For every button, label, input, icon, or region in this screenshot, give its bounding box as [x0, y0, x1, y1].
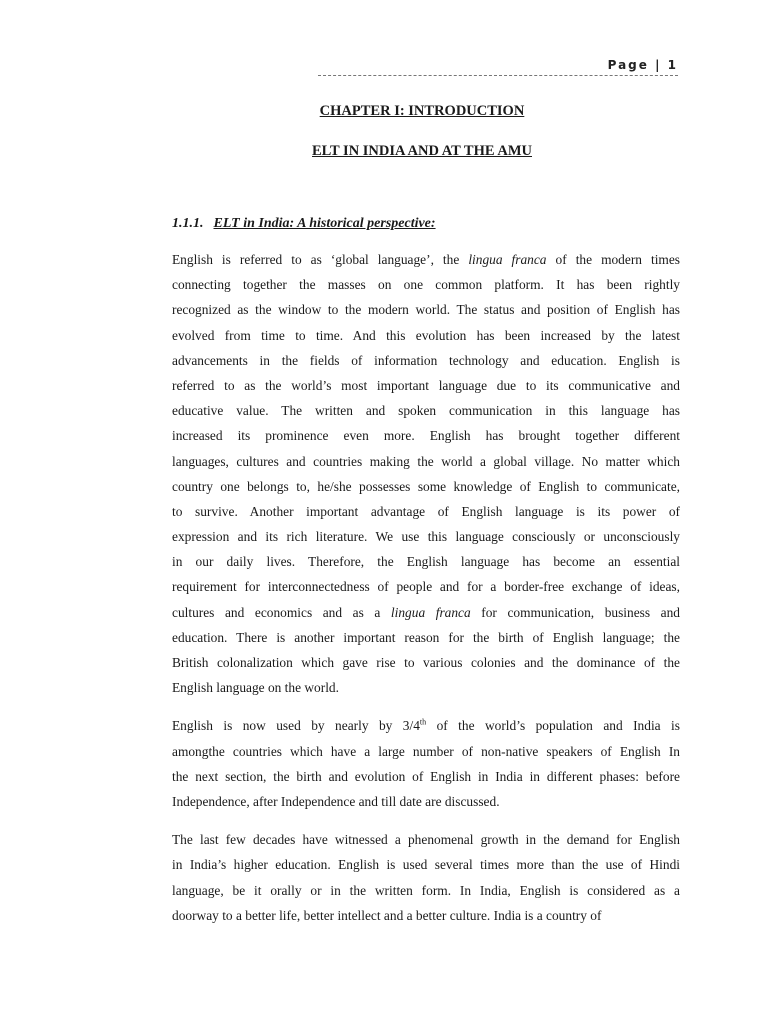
- text-line: increased its prominence even more. English has brought together different: [172, 428, 680, 444]
- text-line: expression and its rich literature. We use this language consciously or unconsciously: [172, 529, 680, 545]
- text-line: languages, cultures and countries making the world a global village. No matter which: [172, 453, 680, 469]
- body-text: [172, 247, 680, 941]
- text-line: The last few decades have witnessed a phenomenal growth in the demand for English: [172, 832, 680, 848]
- text-line: connecting together the masses on one common platform. It has been rightly: [172, 277, 680, 293]
- chapter-title: CHAPTER I: INTRODUCTION: [319, 103, 525, 119]
- subsection-heading: [172, 216, 436, 232]
- text-line: advancements in the fields of information technology and education. English is: [172, 352, 680, 368]
- text-line: English is referred to as ‘global language’, the lingua franca of the modern times: [172, 252, 680, 267]
- text-line: in our daily lives. Therefore, the English language has become an essential: [172, 554, 680, 570]
- text-line: in India’s higher education. English is used several times more than the use of Hindi: [172, 857, 680, 873]
- header-rule: [318, 75, 678, 76]
- section-title: ELT IN INDIA AND AT THE AMU: [312, 143, 532, 159]
- subsection-number: 1.1.1.: [172, 216, 204, 231]
- subsection-title: ELT in India: A historical perspective:: [213, 216, 436, 231]
- text-line: requirement for interconnectedness of people and for a border-free exchange of ideas,: [172, 579, 680, 595]
- text-line: British colonalization which gave rise to various colonies and the dominance of the: [172, 655, 680, 670]
- text-line: Independence, after Independence and till date are discussed.: [172, 793, 500, 809]
- text-line: education. There is another important reason for the birth of English language; the: [172, 629, 680, 645]
- page-number: Page | 1: [607, 58, 678, 72]
- text-line: to survive. Another important advantage of English language is its power of: [172, 503, 680, 519]
- text-line: the next section, the birth and evolution of English in India in different phases: before: [172, 768, 680, 784]
- text-line: English is now used by nearly by 3/4th of the world’s population and India is: [172, 717, 680, 734]
- text-line: English language on the world.: [172, 680, 339, 696]
- page-header: [0, 58, 768, 78]
- text-line: language, be it orally or in the written form. In India, English is considered as a: [172, 882, 680, 898]
- paragraph: [172, 247, 680, 700]
- text-line: doorway to a better life, better intellect and a better culture. India is a country of: [172, 907, 602, 923]
- text-line: evolved from time to time. And this evolution has been increased by the latest: [172, 327, 680, 343]
- paragraph: [172, 713, 680, 814]
- text-line: amongthe countries which have a large number of non-native speakers of English In: [172, 743, 680, 759]
- text-line: recognized as the window to the modern world. The status and position of English has: [172, 302, 680, 318]
- text-line: cultures and economics and as a lingua franca for communication, business and: [172, 604, 680, 620]
- text-line: country one belongs to, he/she possesses some knowledge of English to communicate,: [172, 478, 680, 494]
- text-line: referred to as the world’s most important language due to its communicative and: [172, 377, 680, 393]
- text-line: educative value. The written and spoken communication in this language has: [172, 403, 680, 419]
- paragraph: [172, 827, 680, 928]
